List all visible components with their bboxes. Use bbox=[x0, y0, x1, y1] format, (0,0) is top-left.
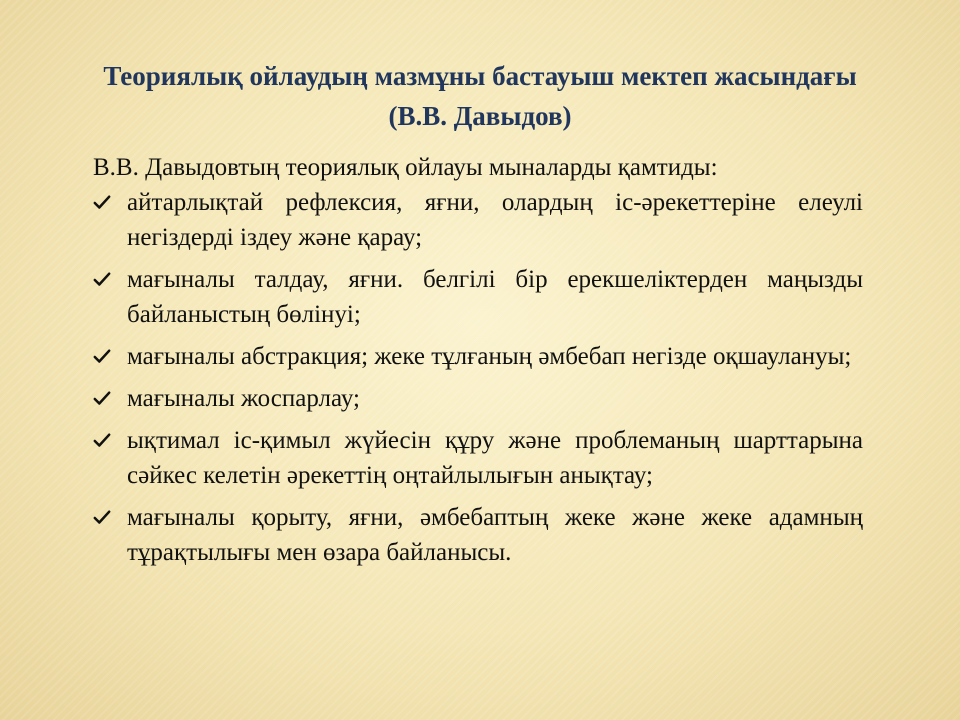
bullet-list bbox=[93, 185, 863, 570]
intro-text: В.В. Давыдовтың теориялық ойлауы мыналарды қамтиды: bbox=[93, 154, 718, 181]
list-item-text: мағыналы жоспарлау; bbox=[127, 385, 360, 412]
check-mark-icon bbox=[93, 509, 111, 527]
list-item bbox=[93, 339, 863, 374]
slide-title: Теориялық ойлаудың мазмұны бастауыш мектеп жасындағы (В.В. Давыдов) bbox=[103, 61, 857, 131]
list-item bbox=[93, 381, 863, 416]
list-item-text: мағыналы қорыту, яғни, әмбебаптың жеке және жеке адамның тұрақтылығы мен өзара байланысы. bbox=[127, 504, 863, 566]
list-item bbox=[93, 500, 863, 570]
list-item-text: мағыналы талдау, яғни. белгілі бір ерекшеліктерден маңызды байланыстың бөлінуі; bbox=[127, 266, 863, 328]
check-mark-icon bbox=[93, 348, 111, 366]
list-item-text: мағыналы абстракция; жеке тұлғаның әмбебап негізде оқшаулануы; bbox=[127, 343, 852, 370]
list-item-text: айтарлықтай рефлексия, яғни, олардың іс-әрекеттеріне елеулі негіздерді іздеу және қарау; bbox=[127, 189, 863, 251]
list-item bbox=[93, 423, 863, 493]
list-item-text: ықтимал іс-қимыл жүйесін құру және проблеманың шарттарына сәйкес келетін әрекеттің оңтайлылығын анықтау; bbox=[127, 427, 863, 489]
check-mark-icon bbox=[93, 390, 111, 408]
check-mark-icon bbox=[93, 271, 111, 289]
list-item bbox=[93, 262, 863, 332]
check-mark-icon bbox=[93, 432, 111, 450]
list-item bbox=[93, 185, 863, 255]
check-mark-icon bbox=[93, 194, 111, 212]
slide-content bbox=[93, 150, 863, 577]
